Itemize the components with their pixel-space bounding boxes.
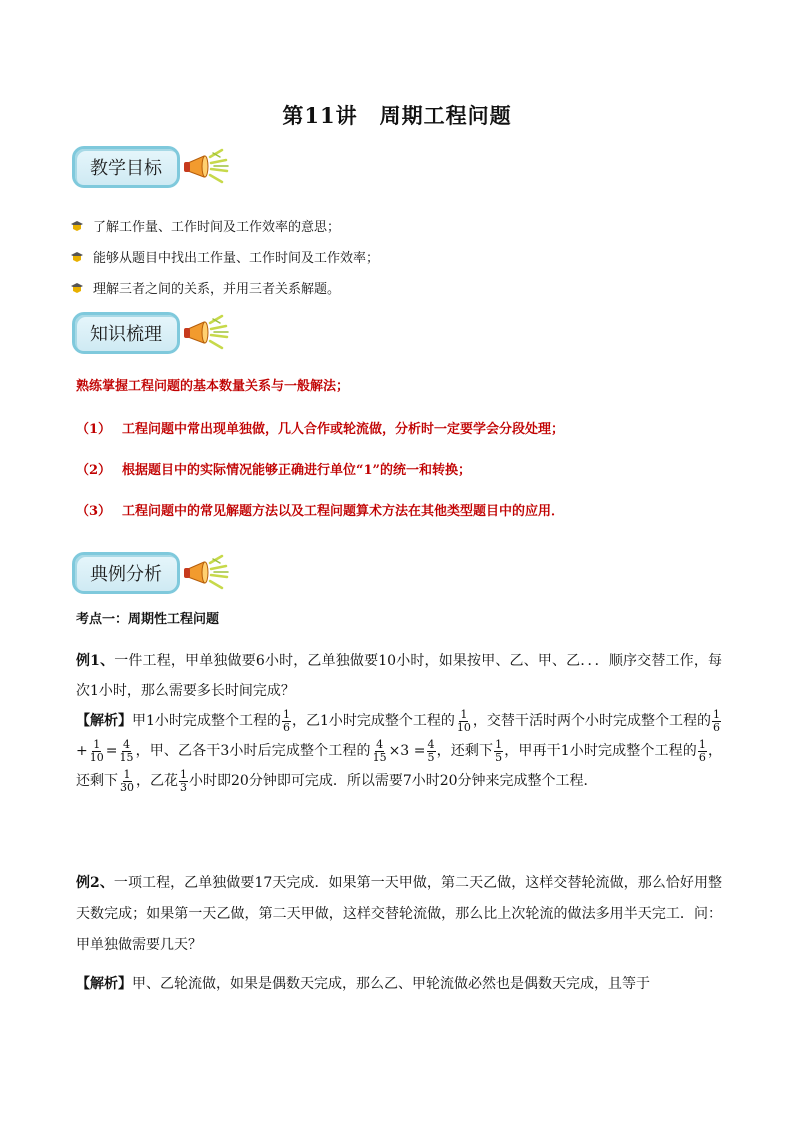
fraction [179,769,188,794]
fraction [427,739,436,764]
knowledge-block [76,375,736,530]
goal-text: 能够从题目中找出工作量、工作时间及工作效率； [93,251,380,266]
denominator: 5 [495,750,503,764]
numerator: 1 [460,707,468,721]
analysis-text: ，还剩下 [76,743,723,789]
numerator: 1 [93,737,101,751]
megaphone-icon [182,313,230,353]
list-item [76,407,736,448]
analysis-text: 甲1小时完成整个工程的 [132,713,281,729]
fraction [494,739,503,764]
denominator: 6 [698,750,706,764]
analysis-label: 【解析】 [76,976,132,992]
point-heading: 考点一：周期性工程问题 [76,612,220,627]
item-text: 工程问题中常出现单独做，几人合作或轮流做，分析时一定要学会分段处理； [122,422,565,437]
fraction [118,739,134,764]
analysis-text: 甲、乙轮流做，如果是偶数天完成，那么乙、甲轮流做必然也是偶数天完成，且等于 [132,976,650,992]
numerator: 1 [123,767,131,781]
analysis-text: ，乙1小时完成整个工程的 [291,713,455,729]
denominator: 10 [456,720,471,734]
fraction [372,739,388,764]
fraction [456,709,472,734]
fraction [89,739,105,764]
item-number: （1） [76,422,112,437]
section-tab-knowledge: 知识梳理 [72,312,180,354]
list-item [76,448,736,489]
section-tab-examples: 典例分析 [72,552,180,594]
question-text: 一件工程，甲单独做要6小时，乙单独做要10小时，如果按甲、乙、甲、乙．．．顺序交替工作，每次1小时，那么需要多长时间完成？ [76,653,722,699]
numerator: 1 [712,707,720,721]
bullet-icon [70,282,84,294]
analysis-text: ，还剩下 [436,743,494,759]
fraction [712,709,721,734]
numerator: 4 [427,737,435,751]
list-item [70,210,379,241]
numerator: 4 [122,737,130,751]
section-header-examples [72,550,230,596]
analysis-text: ，甲、乙各干3小时后完成整个工程的 [135,743,371,759]
denominator: 15 [372,750,387,764]
fraction [119,769,135,794]
item-number: （3） [76,504,112,519]
section-header-knowledge [72,310,230,356]
denominator: 10 [89,750,104,764]
numerator: 1 [698,737,706,751]
analysis-text: ，甲再干1小时完成整个工程的 [504,743,697,759]
numerator: 1 [180,767,187,781]
operator: = [105,743,118,759]
analysis-text: ，交替干活时两个小时完成整个工程的 [472,713,711,729]
question-text: 一项工程，乙单独做要17天完成．如果第一天甲做，第二天乙做，这样交替轮流做，那么恰好用整天数完成；如果第一天乙做，第二天甲做，这样交替轮流做，那么比上次轮流的做法多用半天完工．问：甲单独做需要几天？ [76,875,722,953]
megaphone-icon [182,147,230,187]
example-1 [76,646,722,796]
operator: + [76,743,88,759]
example-2 [76,868,722,1000]
list-item [70,241,379,272]
goal-text: 了解工作量、工作时间及工作效率的意思； [93,220,341,235]
analysis-text: 小时即20分钟即可完成．所以需要7小时20分钟来完成整个工程． [189,773,598,789]
denominator: 6 [282,720,290,734]
section-header-goals [72,144,230,190]
denominator: 3 [180,780,187,794]
analysis-label: 【解析】 [76,713,133,729]
example-label: 例1、 [76,653,115,669]
numerator: 1 [282,707,290,721]
megaphone-icon [182,553,230,593]
denominator: 6 [712,720,720,734]
example-label: 例2、 [76,875,114,891]
knowledge-lead: 熟练掌握工程问题的基本数量关系与一般解法； [76,379,350,394]
analysis-text: ，乙花 [136,773,178,789]
bullet-icon [70,251,84,263]
denominator: 15 [119,750,134,764]
fraction [282,709,291,734]
bullet-icon [70,220,84,232]
example-2-analysis [76,969,722,1000]
list-item [70,272,379,303]
item-text: 根据题目中的实际情况能够正确进行单位“1”的统一和转换； [122,463,472,478]
operator: ×3 = [388,743,426,759]
goals-list [70,210,379,303]
numerator: 1 [495,737,503,751]
fraction [698,739,707,764]
page-title: 第11讲 周期工程问题 [282,103,512,128]
item-text: 工程问题中的常见解题方法以及工程问题算术方法在其他类型题目中的应用． [122,504,565,519]
section-tab-goals: 教学目标 [72,146,180,188]
item-number: （2） [76,463,112,478]
list-item [76,489,736,530]
numerator: 4 [376,737,384,751]
denominator: 5 [427,750,435,764]
goal-text: 理解三者之间的关系，并用三者关系解题。 [93,282,341,297]
example-1-question [76,646,722,706]
example-2-question [76,868,722,961]
denominator: 30 [120,780,134,794]
example-1-analysis [76,706,722,796]
